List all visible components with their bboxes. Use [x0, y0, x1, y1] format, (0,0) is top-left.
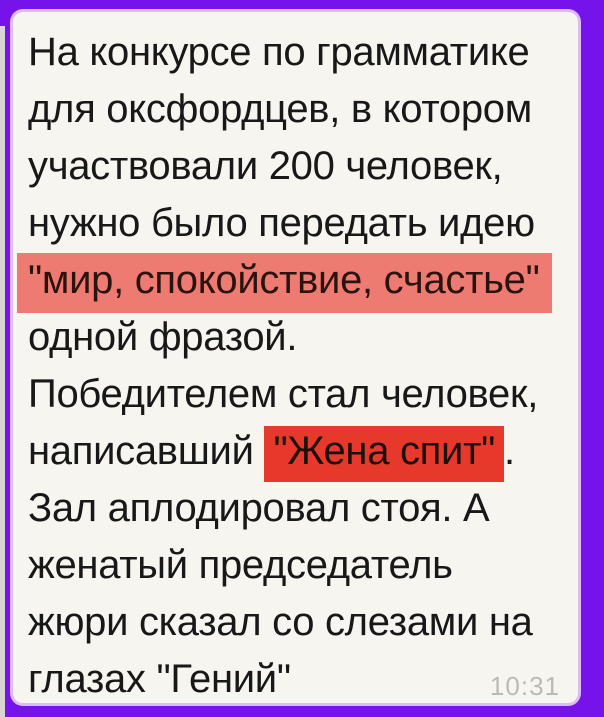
text-line: [28, 537, 578, 594]
highlighted-phrase-peace: "мир, спокойствие, счастье": [17, 253, 552, 313]
text-line-label: глазах "Гений": [28, 657, 291, 701]
text-line: [28, 195, 578, 252]
text-line: [28, 366, 578, 423]
highlighted-phrase-wife: "Жена спит": [264, 426, 504, 482]
text-line-label: нужно было передать идею: [28, 201, 535, 245]
text-line-label: Победителем стал человек,: [28, 372, 539, 416]
joke-text: [13, 12, 578, 703]
text-line-label: На конкурсе по грамматике: [28, 30, 530, 74]
text-line: [28, 309, 578, 366]
text-line-label: жюри сказал со слезами на: [28, 600, 533, 644]
text-line-label: .: [504, 429, 515, 473]
text-line-label: написавший: [28, 429, 265, 473]
text-line-label: Зал аплодировал стоя. А: [28, 486, 490, 530]
text-line: [28, 252, 578, 309]
text-line-label: для оксфордцев, в котором: [28, 87, 532, 131]
text-line: [28, 423, 578, 480]
text-line: [28, 594, 578, 651]
text-line-label: одной фразой.: [28, 315, 298, 359]
text-line: [28, 480, 578, 537]
text-line-label: женатый председатель: [28, 543, 453, 587]
message-timestamp: 10:31: [489, 671, 560, 701]
message-bubble: [13, 12, 578, 703]
text-line: [28, 24, 578, 81]
text-line-label: участвовали 200 человек,: [28, 144, 503, 188]
left-edge-strip: [0, 26, 5, 717]
text-line: [28, 81, 578, 138]
text-line: [28, 138, 578, 195]
